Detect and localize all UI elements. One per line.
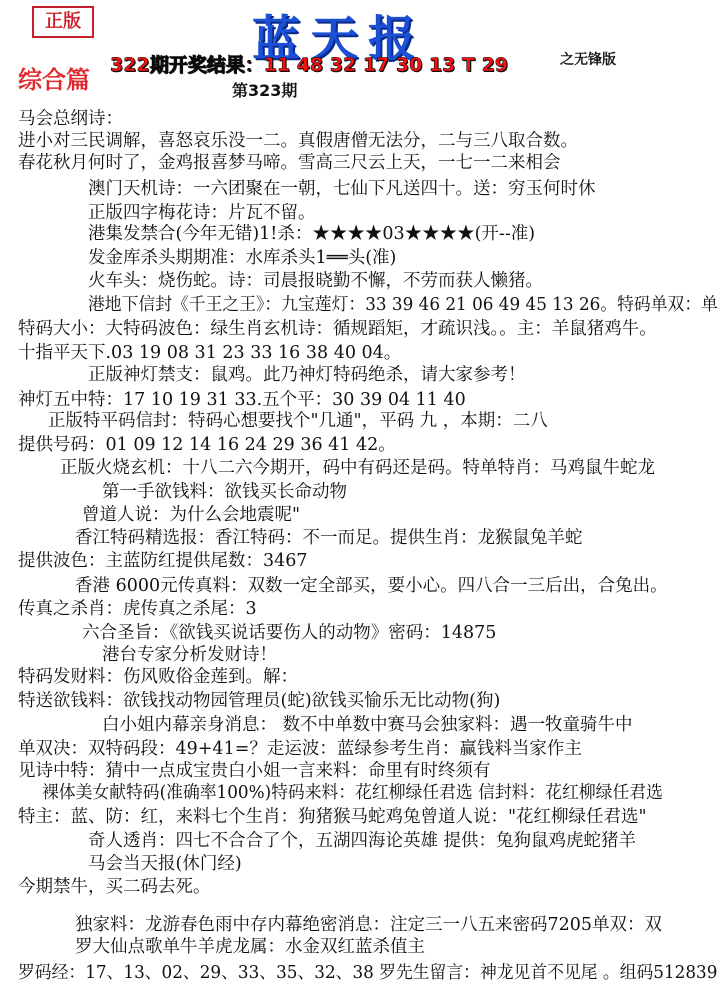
text-line: 特码大小：大特码波色：绿生肖玄机诗：循规蹈矩，才疏识浅。。主：羊鼠猪鸡牛。 [18,319,657,339]
text-line: 第一手欲钱料：欲钱买长命动物 [102,482,347,502]
text-line: 正版特平码信封：特码心想要找个"几通"，平码 九 ，本期：二八 [48,411,548,431]
text-line: 进小对三民调解，喜怒哀乐没一二。真假唐僧无法分，二与三八取合数。 [18,131,578,151]
text-line: 港台专家分析发财诗！ [102,645,277,665]
text-line: 神灯五中特：17 10 19 31 33.五个平：30 39 04 11 40 [18,390,466,410]
text-line: 澳门天机诗：一六团聚在一朝，七仙下凡送四十。送：穷玉何时休 [88,179,596,199]
text-line: 单双决：双特码段：49+41=？走运波：蓝绿参考生肖：赢钱料当家作主 [18,739,582,759]
text-line: 白小姐内幕亲身消息： 数不中单数中赛马会独家料：遇一牧童骑牛中 [102,715,633,735]
edition-badge: 正版 [32,6,94,38]
text-line: 罗大仙点歌单牛羊虎龙属：水金双红蓝杀值主 [75,937,425,957]
text-line: 马会当天报(休门经) [88,854,242,874]
text-line: 马会总纲诗： [18,109,123,129]
issue-number: 第323期 [232,81,298,100]
text-line: 春花秋月何时了，金鸡报喜梦马啼。雪高三尺云上天，一七一二来相会 [18,153,561,173]
text-line: 香江特码精选报：香江特码：不一而足。提供生肖：龙猴鼠兔羊蛇 [75,528,583,548]
newspaper-title: 蓝天报 [252,11,427,67]
text-line: 特送欲钱料：欲钱找动物园管理员(蛇)欲钱买愉乐无比动物(狗) [18,691,501,711]
text-line: 香港 6000元传真料：双数一定全部买，要小心。四八合一三后出，合兔出。 [75,576,668,596]
lottery-result: 322期开奖结果：11 48 32 17 30 13 T 29 [110,54,509,76]
text-line: 提供号码：01 09 12 14 16 24 29 36 41 42。 [18,435,396,455]
text-line: 特主：蓝、防：红，来料七个生肖：狗猪猴马蛇鸡兔曾道人说："花红柳绿任君选" [18,807,647,827]
edition-label: 之无锋版 [560,52,616,68]
text-line: 裸体美女献特码(准确率100%)特码来料：花红柳绿任君选 信封料：花红柳绿任君选 [42,783,663,803]
text-line: 港集发禁合(今年无错)1!杀：★★★★03★★★★(开--准) [88,224,536,244]
text-line: 罗码经：17、13、02、29、33、35、32、38 罗先生留言：神龙见首不见尾 。组码512839 [18,963,718,983]
text-line: 提供波色：主蓝防红提供尾数：3467 [18,551,308,571]
text-line: 火车头：烧伤蛇。诗：司晨报晓勤不懈，不劳而获人懒猪。 [88,271,543,291]
text-line: 十指平天下.03 19 08 31 23 33 16 38 40 04。 [18,343,402,363]
text-line: 正版神灯禁支：鼠鸡。此乃神灯特码绝杀，请大家参考！ [88,365,526,385]
text-line: 正版四字梅花诗：片瓦不留。 [88,203,316,223]
text-line: 六合圣旨：《欲钱买说话要伤人的动物》密码：14875 [82,623,497,643]
text-line: 曾道人说：为什么会地震呢" [82,505,301,525]
text-line: 今期禁牛，买二码去死。 [18,877,211,897]
text-line: 传真之杀肖：虎传真之杀尾：3 [18,599,257,619]
text-line: 独家料：龙游春色雨中存内幕绝密消息：注定三一八五来密码7205单双：双 [75,915,663,935]
text-line: 正版火烧玄机：十八二六今期开，码中有码还是码。特单特肖：马鸡鼠牛蛇龙 [60,458,655,478]
text-line: 奇人透肖：四七不合合了个，五湖四海论英雄 提供：兔狗鼠鸡虎蛇猪羊 [88,831,637,851]
section-title: 综合篇 [18,65,90,94]
text-line: 特码发财料：伤风败俗金莲到。解： [18,667,298,687]
text-line: 见诗中特：猜中一点成宝贵白小姐一言来料：命里有时终须有 [18,761,491,781]
text-line: 发金库杀头期期准：水库杀头1══头(准) [88,248,397,268]
text-line: 港地下信封《千王之王》：九宝莲灯：33 39 46 21 06 49 45 13 26。特码单双：单 [88,295,718,315]
